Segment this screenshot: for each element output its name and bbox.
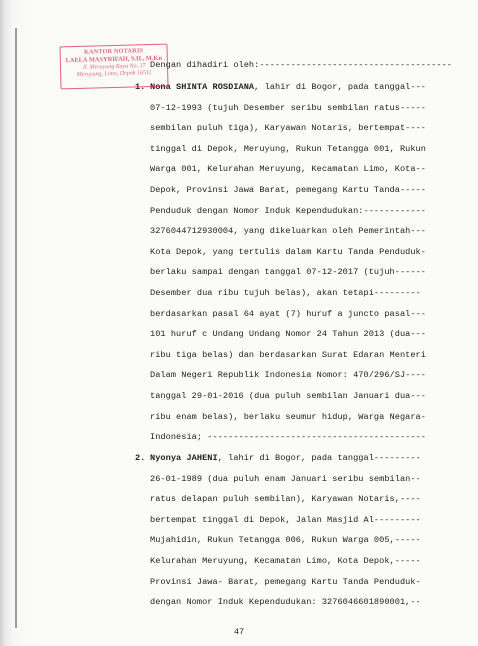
party-2-number: 2. bbox=[135, 453, 146, 463]
party-1-line: ribu tiga belas) dan berdasarkan Surat Edaran Menteri bbox=[150, 349, 426, 360]
party-1-line: Desember dua ribu tujuh belas), akan tetapi--------- bbox=[150, 288, 421, 298]
party-2-line: 26-01-1989 (dua puluh enam Januari seribu sembilan-- bbox=[150, 473, 421, 484]
stamp-line: Jl. Meruyung Raya No. 37 bbox=[82, 62, 146, 71]
party-2-line: Provinsi Jawa- Barat, pemegang Kartu Tanda Penduduk- bbox=[150, 576, 421, 587]
party-1-line: 101 huruf c Undang Undang Nomor 24 Tahun 2013 (dua--- bbox=[150, 329, 426, 340]
party-1-line: Warga 001, Kelurahan Meruyung, Kecamatan Limo, Kota-- bbox=[150, 164, 426, 175]
party-1-line: tinggal di Depok, Meruyung, Rukun Tetangga 001, Rukun bbox=[150, 143, 426, 154]
party-1-line: ribu enam belas), berlaku seumur hidup, Warga Negara- bbox=[150, 411, 426, 422]
party-1-line: 07-12-1993 (tujuh Desember seribu sembilan ratus----- bbox=[150, 102, 426, 113]
stamp-line: KANTOR NOTARIS bbox=[83, 47, 144, 56]
party-1-line: Dalam Negeri Republik Indonesia Nomor: 470/296/SJ---- bbox=[150, 370, 426, 381]
stamp-line: Meruyung, Limo, Depok 16511 bbox=[76, 70, 152, 78]
binding-edge bbox=[15, 28, 17, 628]
party-1-line: berlaku sampai dengan tanggal 07-12-2017 (tujuh------ bbox=[150, 267, 426, 278]
stamp-line: LAELA MASYRIFAH, S.H., M.Kn bbox=[65, 54, 163, 64]
party-2-line: Kelurahan Meruyung, Kecamatan Limo, Kota Depok,----- bbox=[150, 556, 421, 566]
page-number: 47 bbox=[233, 627, 245, 637]
party-2-line: Nyonya JAHENI, lahir di Bogor, pada tanggal--------- bbox=[150, 453, 421, 463]
party-2-line: ratus delapan puluh sembilan), Karyawan Notaris,---- bbox=[150, 494, 421, 505]
party-1-number: 1. bbox=[135, 82, 146, 92]
party-1-line: Nona SHINTA ROSDIANA, lahir di Bogor, pada tanggal--- bbox=[150, 82, 426, 92]
party-2-line: dengan Nomor Induk Kependudukan: 3276046601890001,-- bbox=[150, 597, 421, 608]
party-1-line: Kota Depok, yang tertulis dalam Kartu Tanda Penduduk- bbox=[150, 246, 426, 257]
party-2-line: Mujahidin, Rukun Tetangga 006, Rukun Warga 005,----- bbox=[150, 535, 421, 546]
party-1-line: berdasarkan pasal 64 ayat (7) huruf a juncto pasal--- bbox=[150, 308, 426, 319]
party-1-line: sembilan puluh tiga), Karyawan Notaris, bertempat---- bbox=[150, 123, 426, 134]
party-1-line: 3276044712930004, yang dikeluarkan oleh Pemerintah--- bbox=[150, 226, 426, 237]
intro-line: Dengan dihadiri oleh:------------------------------------- bbox=[150, 60, 453, 70]
party-2-line: bertempat tinggal di Depok, Jalan Masjid Al--------- bbox=[150, 514, 421, 525]
party-1-line: Indonesia; ------------------------------------------ bbox=[150, 432, 426, 443]
party-1-line: Depok, Provinsi Jawa Barat, pemegang Kartu Tanda----- bbox=[150, 185, 426, 195]
notary-stamp bbox=[59, 44, 168, 90]
party-1-line: Penduduk dengan Nomor Induk Kependudukan:------------ bbox=[150, 205, 426, 216]
party-1-line: tanggal 29-01-2016 (dua puluh sembilan Januari dua--- bbox=[150, 391, 426, 401]
